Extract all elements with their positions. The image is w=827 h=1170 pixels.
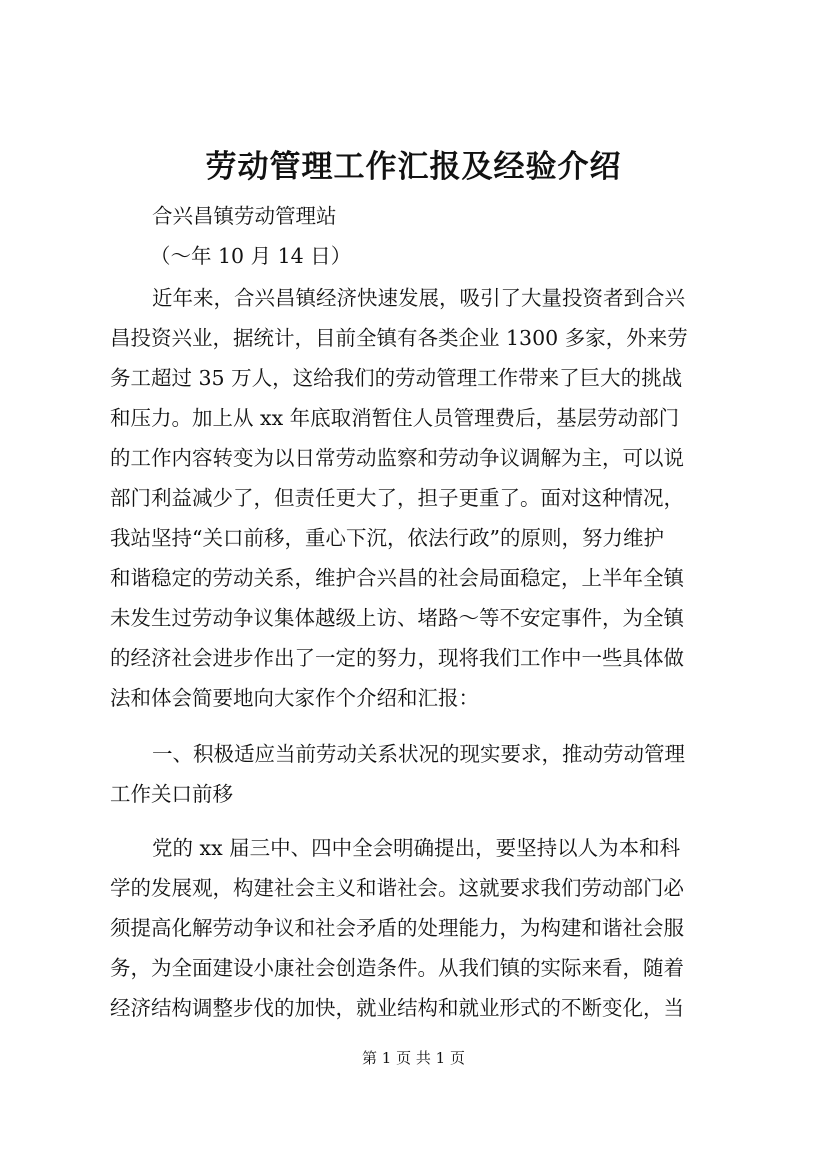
paragraph-line: 经济结构调整步伐的加快，就业结构和就业形式的不断变化，当 [110,996,684,1020]
paragraph-line: 的经济社会进步作出了一定的努力，现将我们工作中一些具体做 [110,646,684,670]
section-heading: 工作关口前移 [110,782,233,806]
paragraph-line: 未发生过劳动争议集体越级上访、堵路～等不安定事件，为全镇 [110,606,684,630]
org-line: 合兴昌镇劳动管理站 [152,204,337,228]
paragraph-line: 学的发展观，构建社会主义和谐社会。这就要求我们劳动部门必 [110,876,684,900]
paragraph-line: 和谐稳定的劳动关系，维护合兴昌的社会局面稳定，上半年全镇 [110,566,684,590]
date-line: （～年 10 月 14 日） [150,244,352,268]
paragraph-line: 党的 xx 届三中、四中全会明确提出，要坚持以人为本和科 [152,836,681,860]
paragraph-line: 务，为全面建设小康社会创造条件。从我们镇的实际来看，随着 [110,956,684,980]
page-footer: 第 1 页 共 1 页 [362,1049,465,1067]
section-heading: 一、积极适应当前劳动关系状况的现实要求，推动劳动管理 [152,742,685,766]
paragraph-line: 昌投资兴业，据统计，目前全镇有各类企业 1300 多家，外来劳 [110,326,688,350]
paragraph-line: 和压力。加上从 xx 年底取消暂住人员管理费后，基层劳动部门 [110,406,680,430]
paragraph-line: 须提高化解劳动争议和社会矛盾的处理能力，为构建和谐社会服 [110,916,684,940]
paragraph-line: 我站坚持“关口前移，重心下沉，依法行政”的原则，努力维护 [110,526,664,550]
document-title: 劳动管理工作汇报及经验介绍 [205,149,622,185]
paragraph-line: 法和体会简要地向大家作个介绍和汇报： [110,686,479,710]
paragraph-line: 近年来，合兴昌镇经济快速发展，吸引了大量投资者到合兴 [152,286,685,310]
paragraph-line: 部门利益减少了，但责任更大了，担子更重了。面对这种情况， [110,486,684,510]
paragraph-line: 的工作内容转变为以日常劳动监察和劳动争议调解为主，可以说 [110,446,684,470]
paragraph-line: 务工超过 35 万人，这给我们的劳动管理工作带来了巨大的挑战 [110,366,683,390]
